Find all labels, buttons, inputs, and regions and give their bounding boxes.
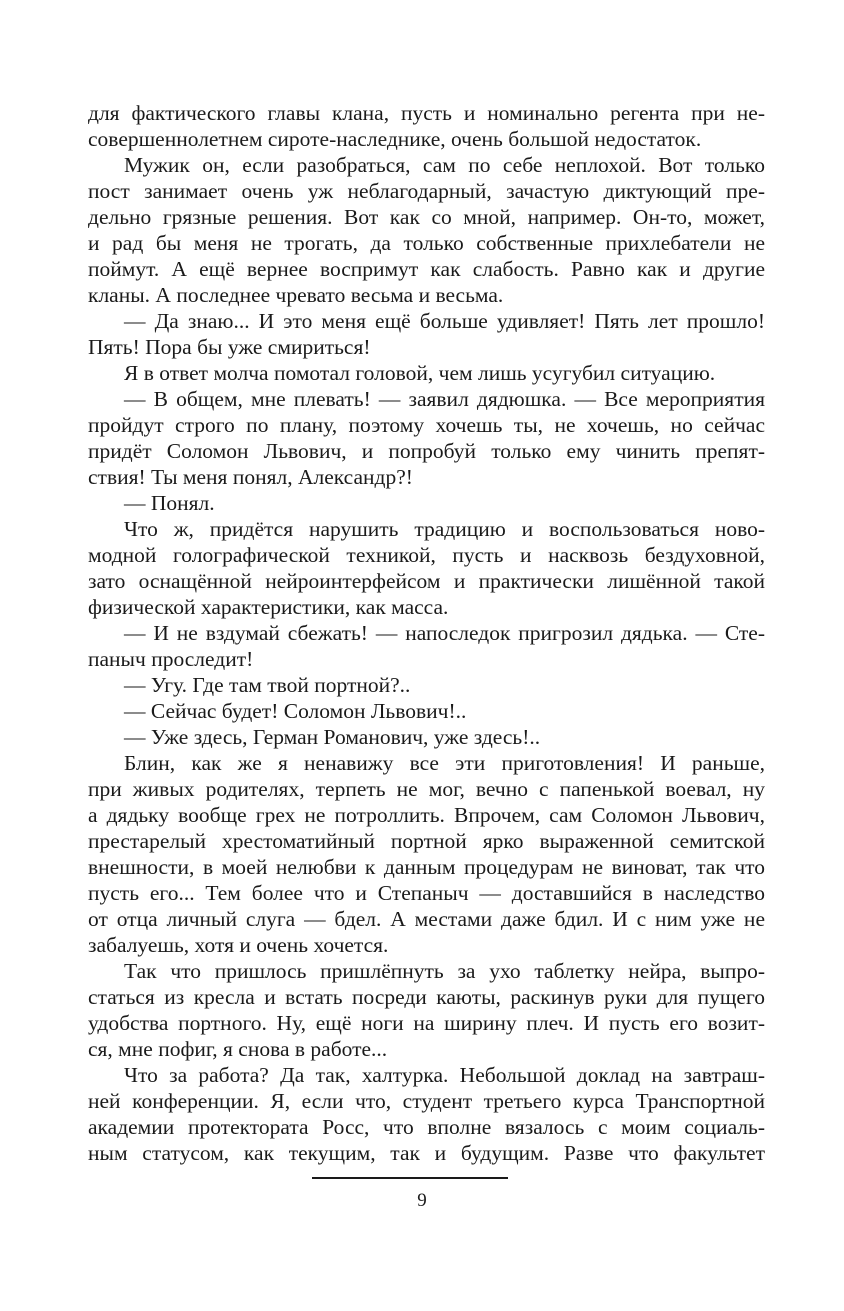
text-line: придёт Соломон Львович, и попробуй только ему чинить препят- — [88, 439, 765, 463]
text-line: забалуешь, хотя и очень хочется. — [88, 933, 389, 957]
text-line: ным статусом, как текущим, так и будущим. Разве что факультет — [88, 1141, 765, 1165]
text-line: — В общем, мне плевать! — заявил дядюшка. — Все мероприятия — [124, 387, 765, 411]
page-number: 9 — [417, 1190, 427, 1211]
text-line: Что ж, придётся нарушить традицию и воспользоваться ново- — [124, 517, 765, 541]
text-line: совершеннолетнем сироте-наследнике, очень большой недостаток. — [88, 127, 702, 151]
text-line: — Понял. — [124, 491, 215, 515]
text-line: дельно грязные решения. Вот как со мной, например. Он-то, может, — [88, 205, 765, 229]
text-line: Что за работа? Да так, халтурка. Небольшой доклад на завтраш- — [124, 1063, 765, 1087]
paragraph — [88, 698, 765, 724]
paragraph — [88, 308, 765, 360]
text-line: пост занимает очень уж неблагодарный, зачастую диктующий пре- — [88, 179, 765, 203]
text-line: престарелый хрестоматийный портной ярко выраженной семитской — [88, 829, 765, 853]
text-line: модной голографической техникой, пусть и насквозь бездуховной, — [88, 543, 765, 567]
text-line: от отца личный слуга — бдел. А местами даже бдил. И с ним уже не — [88, 907, 765, 931]
text-line: зато оснащённой нейроинтерфейсом и практически лишённой такой — [88, 569, 765, 593]
paragraph — [88, 724, 765, 750]
text-line: поймут. А ещё вернее воспримут как слабость. Равно как и другие — [88, 257, 765, 281]
text-line: Пять! Пора бы уже смириться! — [88, 335, 371, 359]
paragraph — [88, 516, 765, 620]
text-line: физической характеристики, как масса. — [88, 595, 449, 619]
paragraph — [88, 386, 765, 490]
text-line: статься из кресла и встать посреди каюты, раскинув руки для пущего — [88, 985, 765, 1009]
paragraph — [88, 490, 765, 516]
text-line: Так что пришлось пришлёпнуть за ухо таблетку нейра, выпро- — [124, 959, 765, 983]
paragraph — [88, 620, 765, 672]
text-line: для фактического главы клана, пусть и номинально регента при не- — [88, 101, 765, 125]
text-line: кланы. А последнее чревато весьма и весьма. — [88, 283, 504, 307]
text-line: пусть его... Тем более что и Степаныч — доставшийся в наследство — [88, 881, 765, 905]
text-line: ся, мне пофиг, я снова в работе... — [88, 1037, 388, 1061]
text-line: при живых родителях, терпеть не мог, вечно с папенькой воевал, ну — [88, 777, 765, 801]
text-line: Мужик он, если разобраться, сам по себе неплохой. Вот только — [124, 153, 765, 177]
paragraph — [88, 1062, 765, 1166]
text-line: Блин, как же я ненавижу все эти приготовления! И раньше, — [124, 751, 765, 775]
text-line: и рад бы меня не трогать, да только собственные прихлебатели не — [88, 231, 765, 255]
paragraph — [88, 100, 765, 152]
footer-rule — [312, 1177, 508, 1179]
text-line: академии протектората Росс, что вполне вязалось с моим социаль- — [88, 1115, 765, 1139]
text-line: — И не вздумай сбежать! — напоследок пригрозил дядька. — Сте- — [124, 621, 765, 645]
text-line: — Уже здесь, Герман Романович, уже здесь!.. — [124, 725, 541, 749]
text-line: удобства портного. Ну, ещё ноги на ширину плеч. И пусть его возит- — [88, 1011, 765, 1035]
text-line: пройдут строго по плану, поэтому хочешь ты, не хочешь, но сейчас — [88, 413, 765, 437]
page-body — [88, 100, 765, 1166]
text-line: ней конференции. Я, если что, студент третьего курса Транспортной — [88, 1089, 765, 1113]
paragraph — [88, 672, 765, 698]
paragraph — [88, 750, 765, 958]
text-line: паныч проследит! — [88, 647, 254, 671]
text-line: внешности, в моей нелюбви к данным процедурам не виноват, так что — [88, 855, 765, 879]
text-line: а дядьку вообще грех не потроллить. Впрочем, сам Соломон Львович, — [88, 803, 765, 827]
text-line: — Да знаю... И это меня ещё больше удивляет! Пять лет прошло! — [124, 309, 765, 333]
text-line: Я в ответ молча помотал головой, чем лишь усугубил ситуацию. — [124, 361, 716, 385]
paragraph — [88, 958, 765, 1062]
paragraph — [88, 360, 765, 386]
text-line: ствия! Ты меня понял, Александр?! — [88, 465, 413, 489]
paragraph — [88, 152, 765, 308]
text-line: — Сейчас будет! Соломон Львович!.. — [124, 699, 467, 723]
text-line: — Угу. Где там твой портной?.. — [124, 673, 411, 697]
